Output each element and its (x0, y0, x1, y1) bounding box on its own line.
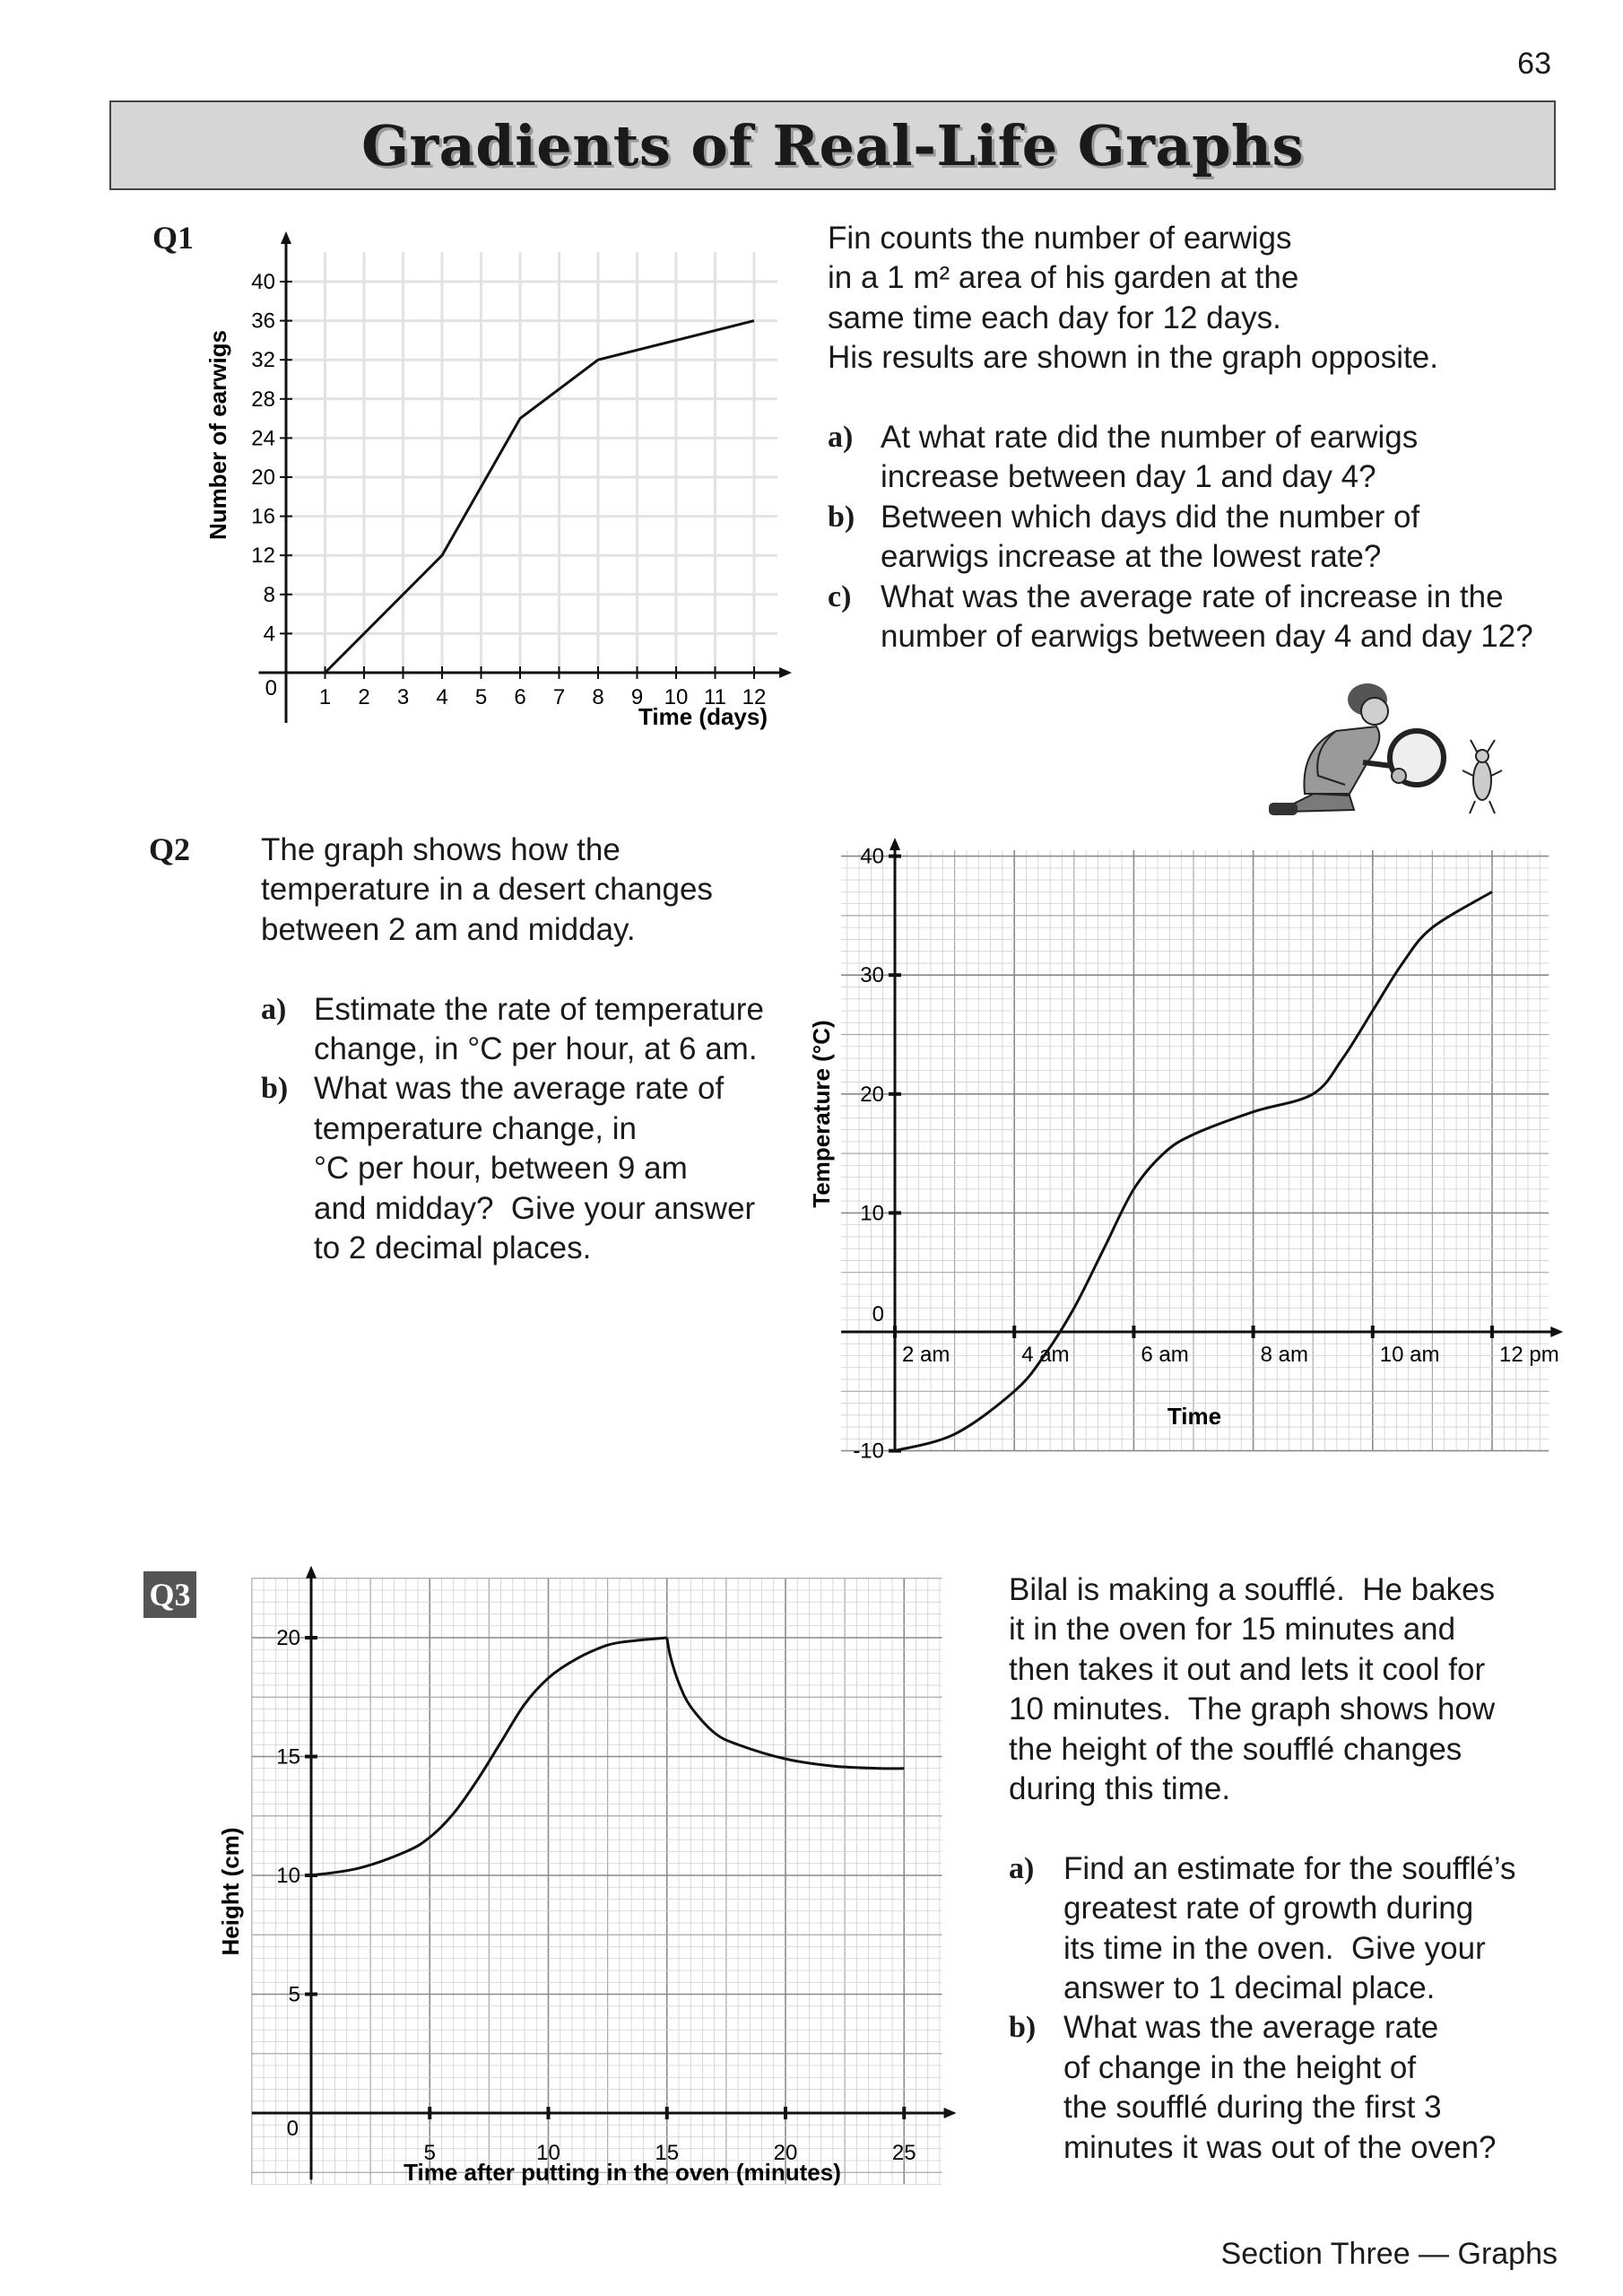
y-tick-label: 36 (251, 309, 275, 334)
part-text-line: to 2 decimal places. (314, 1231, 592, 1265)
part-text-line: °C per hour, between 9 am (314, 1151, 688, 1187)
x-tick-label: 2 am (902, 1343, 950, 1367)
part-text-line: earwigs increase at the lowest rate? (881, 539, 1382, 575)
intro-line: 10 minutes. The graph shows how (1009, 1692, 1496, 1727)
x-tick-label: 10 (536, 2141, 560, 2165)
intro-line: during this time. (1009, 1771, 1231, 1806)
x-axis-label: Time (1167, 1403, 1222, 1430)
detective-illustration-icon (1251, 677, 1520, 821)
part-text-line: change, in °C per hour, at 6 am. (314, 1031, 758, 1066)
x-axis-label: Time (days) (638, 703, 768, 730)
part-label: a) (828, 421, 854, 454)
y-tick-label: 15 (276, 1744, 300, 1770)
data-line (325, 321, 755, 673)
part-text-line: greatest rate of growth during (1063, 1891, 1474, 1926)
y-tick-label: 8 (263, 582, 275, 607)
intro-line: The graph shows how the (261, 832, 621, 867)
part-text-line: temperature change, in (314, 1110, 637, 1146)
x-tick-label: 5 (423, 2141, 436, 2165)
intro-line: Fin counts the number of earwigs (828, 221, 1292, 256)
y-tick-label: 40 (251, 270, 275, 294)
y-tick-label: 20 (860, 1082, 884, 1107)
q3-label: Q3 (143, 1571, 196, 1618)
x-tick-label: 7 (552, 685, 566, 709)
part-text-line: of change in the height of (1063, 2049, 1417, 2085)
part-text-line: the soufflé during the first 3 (1063, 2090, 1442, 2126)
x-tick-label: 9 (630, 685, 644, 709)
y-tick-label: 10 (860, 1201, 884, 1226)
part-text-line: What was the average rate (1063, 2010, 1439, 2046)
y-axis-arrow-icon (281, 231, 291, 244)
part-label: a) (261, 992, 287, 1026)
origin-label: 0 (265, 676, 277, 700)
y-tick-label: 28 (251, 387, 275, 412)
x-axis-arrow-icon (1550, 1326, 1563, 1337)
x-tick-label: 25 (891, 2141, 916, 2165)
part-text-line: Between which days did the number of (881, 499, 1420, 535)
x-tick-label: 12 pm (1499, 1343, 1559, 1367)
q1-label: Q1 (152, 220, 195, 256)
y-tick-label: 24 (251, 426, 275, 451)
x-tick-label: 5 (474, 685, 488, 709)
x-tick-label: 4 am (1021, 1343, 1070, 1367)
y-tick-label: 40 (860, 844, 884, 869)
detective-icon (1269, 683, 1444, 815)
intro-line: then takes it out and lets it cool for (1009, 1651, 1486, 1687)
intro-line: temperature in a desert changes (261, 872, 713, 908)
intro-line: Bilal is making a soufflé. He bakes (1009, 1572, 1496, 1607)
y-tick-label: -10 (853, 1439, 884, 1464)
x-tick-label: 12 (742, 685, 767, 709)
part-text-line: answer to 1 decimal place. (1063, 1970, 1436, 2005)
y-tick-label: 30 (860, 963, 884, 988)
part-text-line: Estimate the rate of temperature (314, 991, 764, 1027)
x-tick-label: 1 (318, 685, 332, 709)
y-tick-label: 20 (251, 465, 275, 490)
intro-line: His results are shown in the graph opposite. (828, 340, 1438, 376)
section-footer: Section Three — Graphs (1220, 2237, 1558, 2271)
x-tick-label: 20 (773, 2141, 798, 2165)
part-label: b) (828, 500, 855, 534)
x-tick-label: 15 (655, 2141, 680, 2165)
part-label: a) (1009, 1851, 1035, 1885)
part-label: c) (828, 579, 852, 613)
earwig-icon (1462, 740, 1502, 813)
part-label: b) (1009, 2011, 1037, 2045)
y-axis-label: Temperature (°C) (808, 1020, 835, 1208)
x-tick-label: 10 am (1379, 1343, 1440, 1367)
page-number: 63 (1517, 47, 1551, 81)
y-tick-label: 16 (251, 504, 275, 529)
x-axis-arrow-icon (944, 2108, 957, 2118)
part-text-line: its time in the oven. Give your (1063, 1930, 1486, 1966)
y-axis-label: Number of earwigs (204, 329, 231, 541)
intro-line: it in the oven for 15 minutes and (1009, 1612, 1456, 1648)
q2-label: Q2 (149, 831, 191, 867)
part-text-line: minutes it was out of the oven? (1063, 2129, 1497, 2165)
chart-3 (217, 1566, 957, 2186)
y-axis-arrow-icon (306, 1566, 317, 1578)
y-tick-label: 10 (276, 1864, 300, 1888)
y-tick-label: 20 (276, 1626, 300, 1650)
x-tick-label: 3 (396, 685, 410, 709)
y-axis-label: Height (cm) (217, 1827, 244, 1956)
part-text-line: increase between day 1 and day 4? (881, 459, 1376, 495)
x-tick-label: 6 am (1141, 1343, 1189, 1367)
part-text-line: What was the average rate of (314, 1071, 725, 1107)
part-text-line: At what rate did the number of earwigs (881, 420, 1419, 455)
part-text-line: and midday? Give your answer (314, 1190, 756, 1226)
chart-1 (204, 231, 792, 730)
intro-line: in a 1 m² area of his garden at the (828, 260, 1299, 296)
y-axis-arrow-icon (890, 838, 900, 850)
intro-line: the height of the soufflé changes (1009, 1731, 1462, 1767)
x-tick-label: 4 (436, 685, 448, 709)
x-axis-arrow-icon (779, 667, 792, 678)
x-axis-label: Time after putting in the oven (minutes) (404, 2159, 841, 2186)
y-tick-label: 0 (872, 1302, 884, 1326)
x-tick-label: 8 (592, 685, 604, 709)
part-text-line: Find an estimate for the soufflé’s (1063, 1850, 1516, 1886)
page-title: Gradients of Real-Life Graphs (361, 112, 1304, 178)
part-text-line: number of earwigs between day 4 and day 12? (881, 619, 1533, 654)
chart-2 (808, 838, 1563, 1464)
part-text-line: What was the average rate of increase in the (881, 578, 1504, 614)
x-tick-label: 10 (664, 685, 689, 709)
x-tick-label: 8 am (1260, 1343, 1308, 1367)
part-label: b) (261, 1072, 289, 1106)
origin-label: 0 (286, 2117, 299, 2141)
x-tick-label: 6 (514, 685, 526, 709)
y-tick-label: 4 (263, 622, 275, 647)
x-tick-label: 2 (358, 685, 370, 709)
intro-line: same time each day for 12 days. (828, 300, 1281, 335)
y-tick-label: 12 (251, 544, 275, 569)
y-tick-label: 5 (288, 1982, 300, 2007)
x-tick-label: 11 (704, 685, 726, 709)
y-tick-label: 32 (251, 348, 275, 373)
intro-line: between 2 am and midday. (261, 911, 636, 947)
